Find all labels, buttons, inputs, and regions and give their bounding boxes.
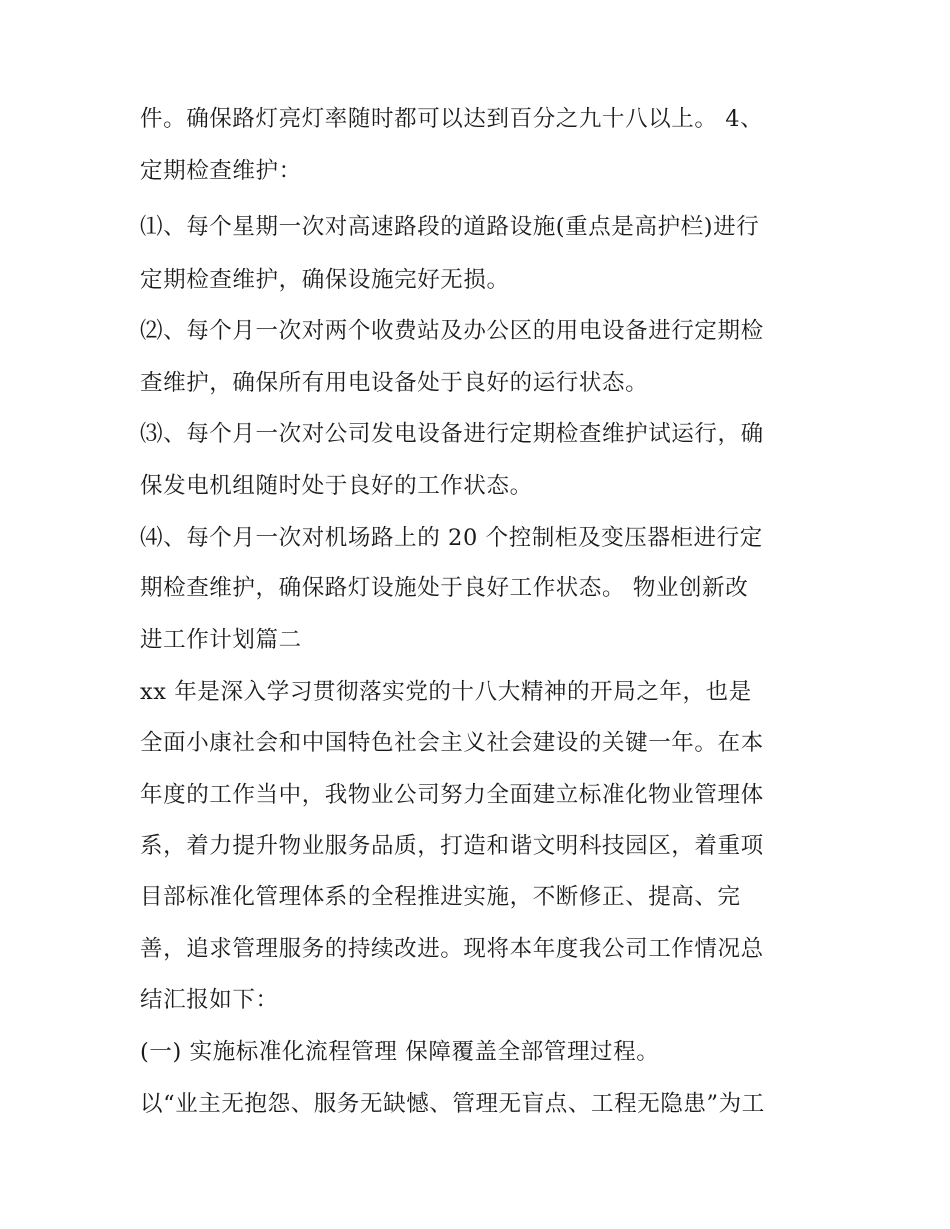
text-line: 善，追求管理服务的持续改进。现将本年度我公司工作情况总: [140, 936, 764, 962]
text-line: 定期检查维护，确保设施完好无损。: [140, 267, 510, 293]
text-line: ⑵、每个月一次对两个收费站及办公区的用电设备进行定期检: [140, 318, 764, 344]
text-line: 全面小康社会和中国特色社会主义社会建设的关键一年。在本: [140, 730, 764, 756]
text-line: 结汇报如下：: [140, 987, 279, 1013]
text-line: ⑴、每个星期一次对高速路段的道路设施(重点是高护栏)进行: [140, 214, 760, 240]
text-line: xx 年是深入学习贯彻落实党的十八大精神的开局之年，也是: [140, 679, 752, 705]
text-line: 查维护，确保所有用电设备处于良好的运行状态。: [140, 370, 649, 396]
text-line: 系，着力提升物业服务品质，打造和谐文明科技园区，着重项: [140, 833, 764, 859]
text-line: 保发电机组随时处于良好的工作状态。: [140, 473, 533, 499]
text-line: 期检查维护，确保路灯设施处于良好工作状态。 物业创新改: [140, 575, 749, 601]
text-line: 进工作计划篇二: [140, 627, 302, 653]
text-line: 目部标准化管理体系的全程推进实施，不断修正、提高、完: [140, 884, 741, 910]
text-line: 以“业主无抱怨、服务无缺憾、管理无盲点、工程无隐患”为工: [140, 1091, 765, 1117]
text-line: ⑷、每个月一次对机场路上的 20 个控制柜及变压器柜进行定: [140, 525, 763, 551]
text-line: ⑶、每个月一次对公司发电设备进行定期检查维护试运行，确: [140, 421, 764, 447]
text-line: 件。确保路灯亮灯率随时都可以达到百分之九十八以上。 4、: [140, 106, 764, 132]
text-line: 定期检查维护：: [140, 158, 302, 184]
text-line: 年度的工作当中，我物业公司努力全面建立标准化物业管理体: [140, 782, 764, 808]
text-line: (一) 实施标准化流程管理 保障覆盖全部管理过程。: [140, 1039, 660, 1065]
